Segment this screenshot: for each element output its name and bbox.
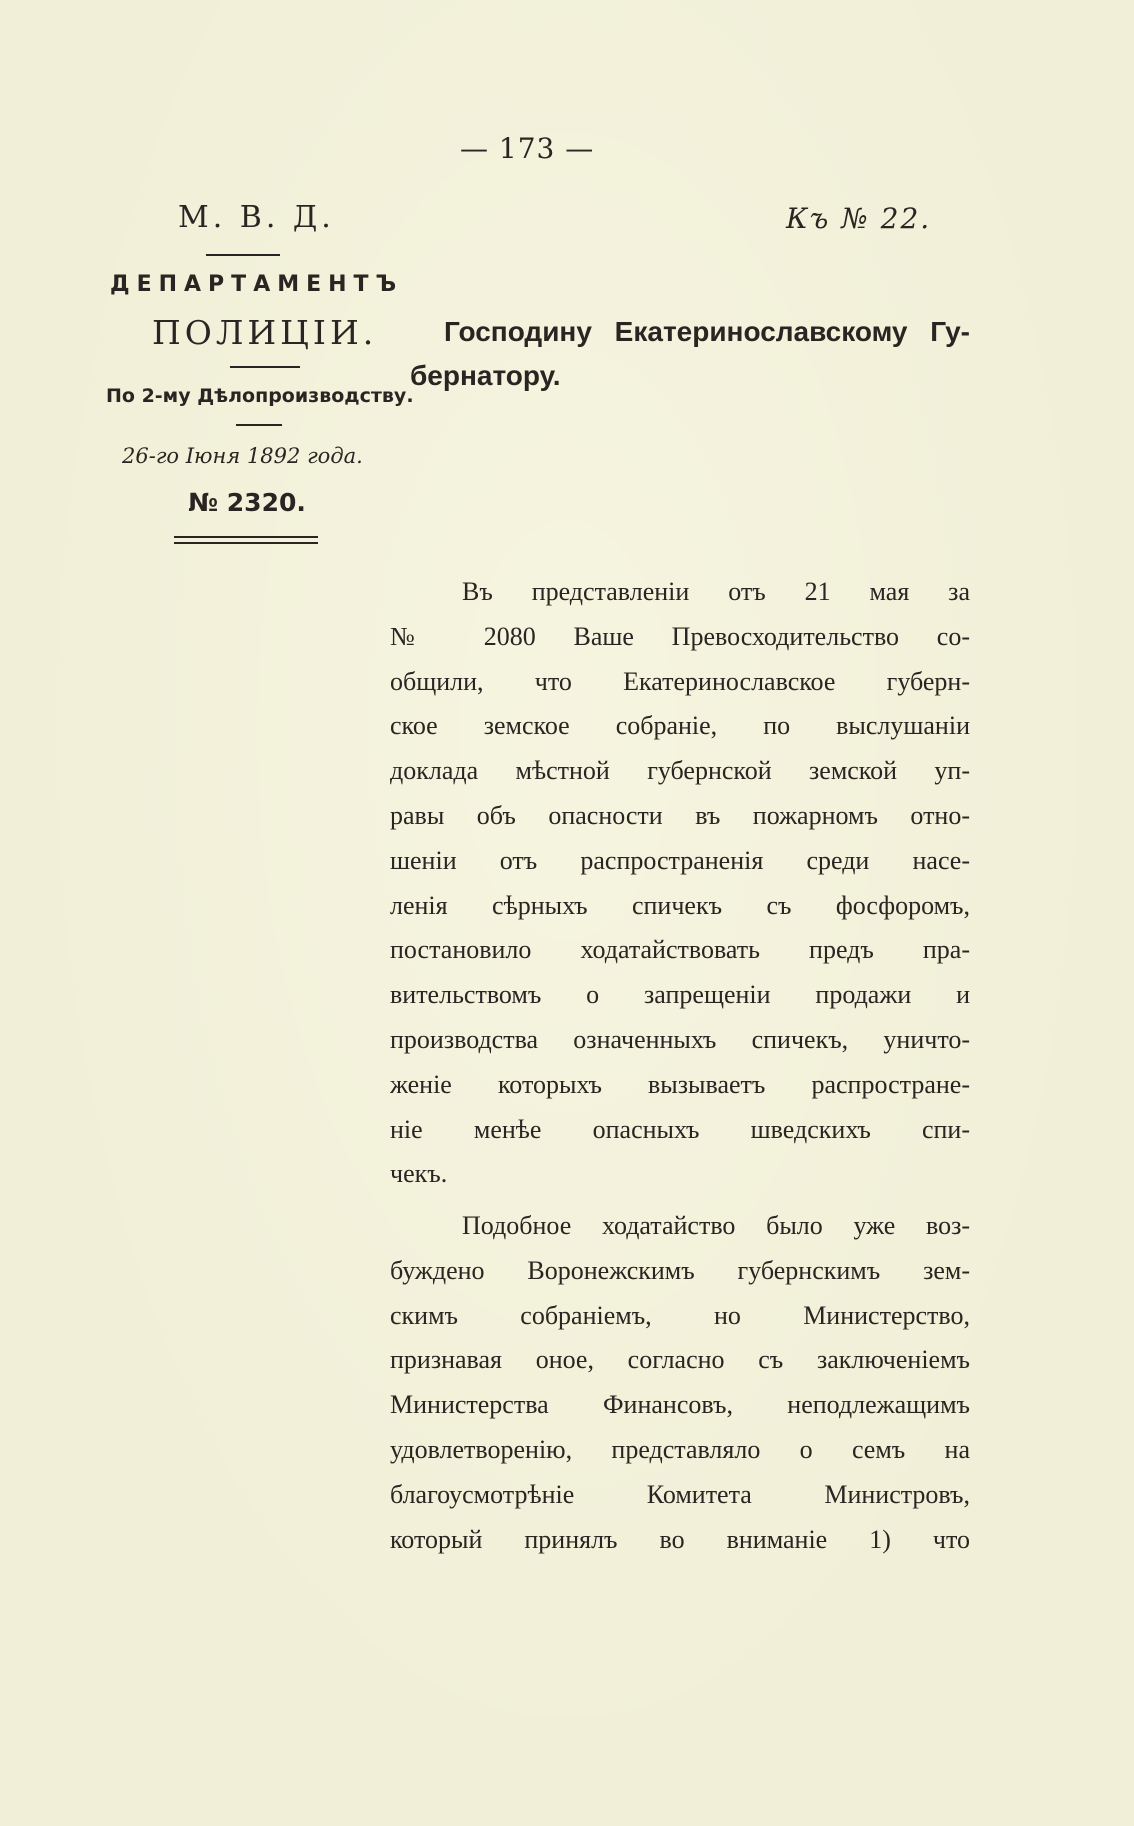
text-line: ленія сѣрныхъ спичекъ съ фосфоромъ, xyxy=(390,890,970,920)
text-line: удовлетворенію, представляло о семъ на xyxy=(390,1434,970,1464)
double-rule-bottom xyxy=(174,542,318,544)
office-label: По 2-му Дѣлопроизводству. xyxy=(106,385,414,407)
ministry-abbreviation: М. В. Д. xyxy=(178,200,335,235)
text-line: доклада мѣстной губернской земской уп- xyxy=(390,756,970,786)
text-line: благоусмотрѣніе Комитета Министровъ, xyxy=(390,1479,970,1509)
ornament-divider xyxy=(206,254,280,256)
text-line: общили, что Екатеринославское губерн- xyxy=(390,666,970,696)
paragraph-1 xyxy=(390,570,970,1197)
police-label: ПОЛИЦІИ. xyxy=(152,313,378,352)
text-line: чекъ. xyxy=(390,1159,448,1189)
text-line: равы объ опасности въ пожарномъ отно- xyxy=(390,800,970,830)
double-rule-top xyxy=(174,536,318,538)
letter-date: 26-го Іюня 1892 года. xyxy=(122,444,363,468)
divider-rule-short xyxy=(236,424,282,426)
department-name: ДЕПАРТАМЕНТЪ xyxy=(110,272,404,297)
divider-rule xyxy=(230,366,300,368)
addressee-line-2: бернатору. xyxy=(410,360,561,391)
reference-number: Къ № 22. xyxy=(786,202,932,235)
addressee-line-1: Господину Екатеринославскому Гу- xyxy=(444,316,970,347)
text-line: Министерства Финансовъ, неподлежащимъ xyxy=(390,1390,970,1420)
text-line: шеніи отъ распространенія среди насе- xyxy=(390,845,970,875)
text-line: скимъ собраніемъ, но Министерство, xyxy=(390,1300,970,1330)
registration-number: № 2320. xyxy=(188,488,306,517)
text-line: вительствомъ о запрещеніи продажи и xyxy=(390,980,970,1010)
text-line: признавая оное, согласно съ заключеніемъ xyxy=(390,1345,970,1375)
text-line: ніе менѣе опасныхъ шведскихъ спи- xyxy=(390,1114,970,1144)
text-line: ское земское собраніе, по выслушаніи xyxy=(390,711,970,741)
text-line: Подобное ходатайство было уже воз- xyxy=(462,1211,970,1240)
text-line: № 2080 Ваше Превосходительство со- xyxy=(390,621,970,651)
text-line: Въ представленіи отъ 21 мая за xyxy=(462,577,970,606)
text-line: производства означенныхъ спичекъ, уничто- xyxy=(390,1024,970,1054)
text-line: который принялъ во вниманіе 1) что xyxy=(390,1524,970,1554)
text-line: постановило ходатайствовать предъ пра- xyxy=(390,935,970,965)
addressee-block xyxy=(410,310,970,398)
paragraph-2 xyxy=(390,1204,970,1562)
page-number: — 173 — xyxy=(460,132,595,165)
text-line: женіе которыхъ вызываетъ распростране- xyxy=(390,1069,970,1099)
text-line: буждено Воронежскимъ губернскимъ зем- xyxy=(390,1255,970,1285)
